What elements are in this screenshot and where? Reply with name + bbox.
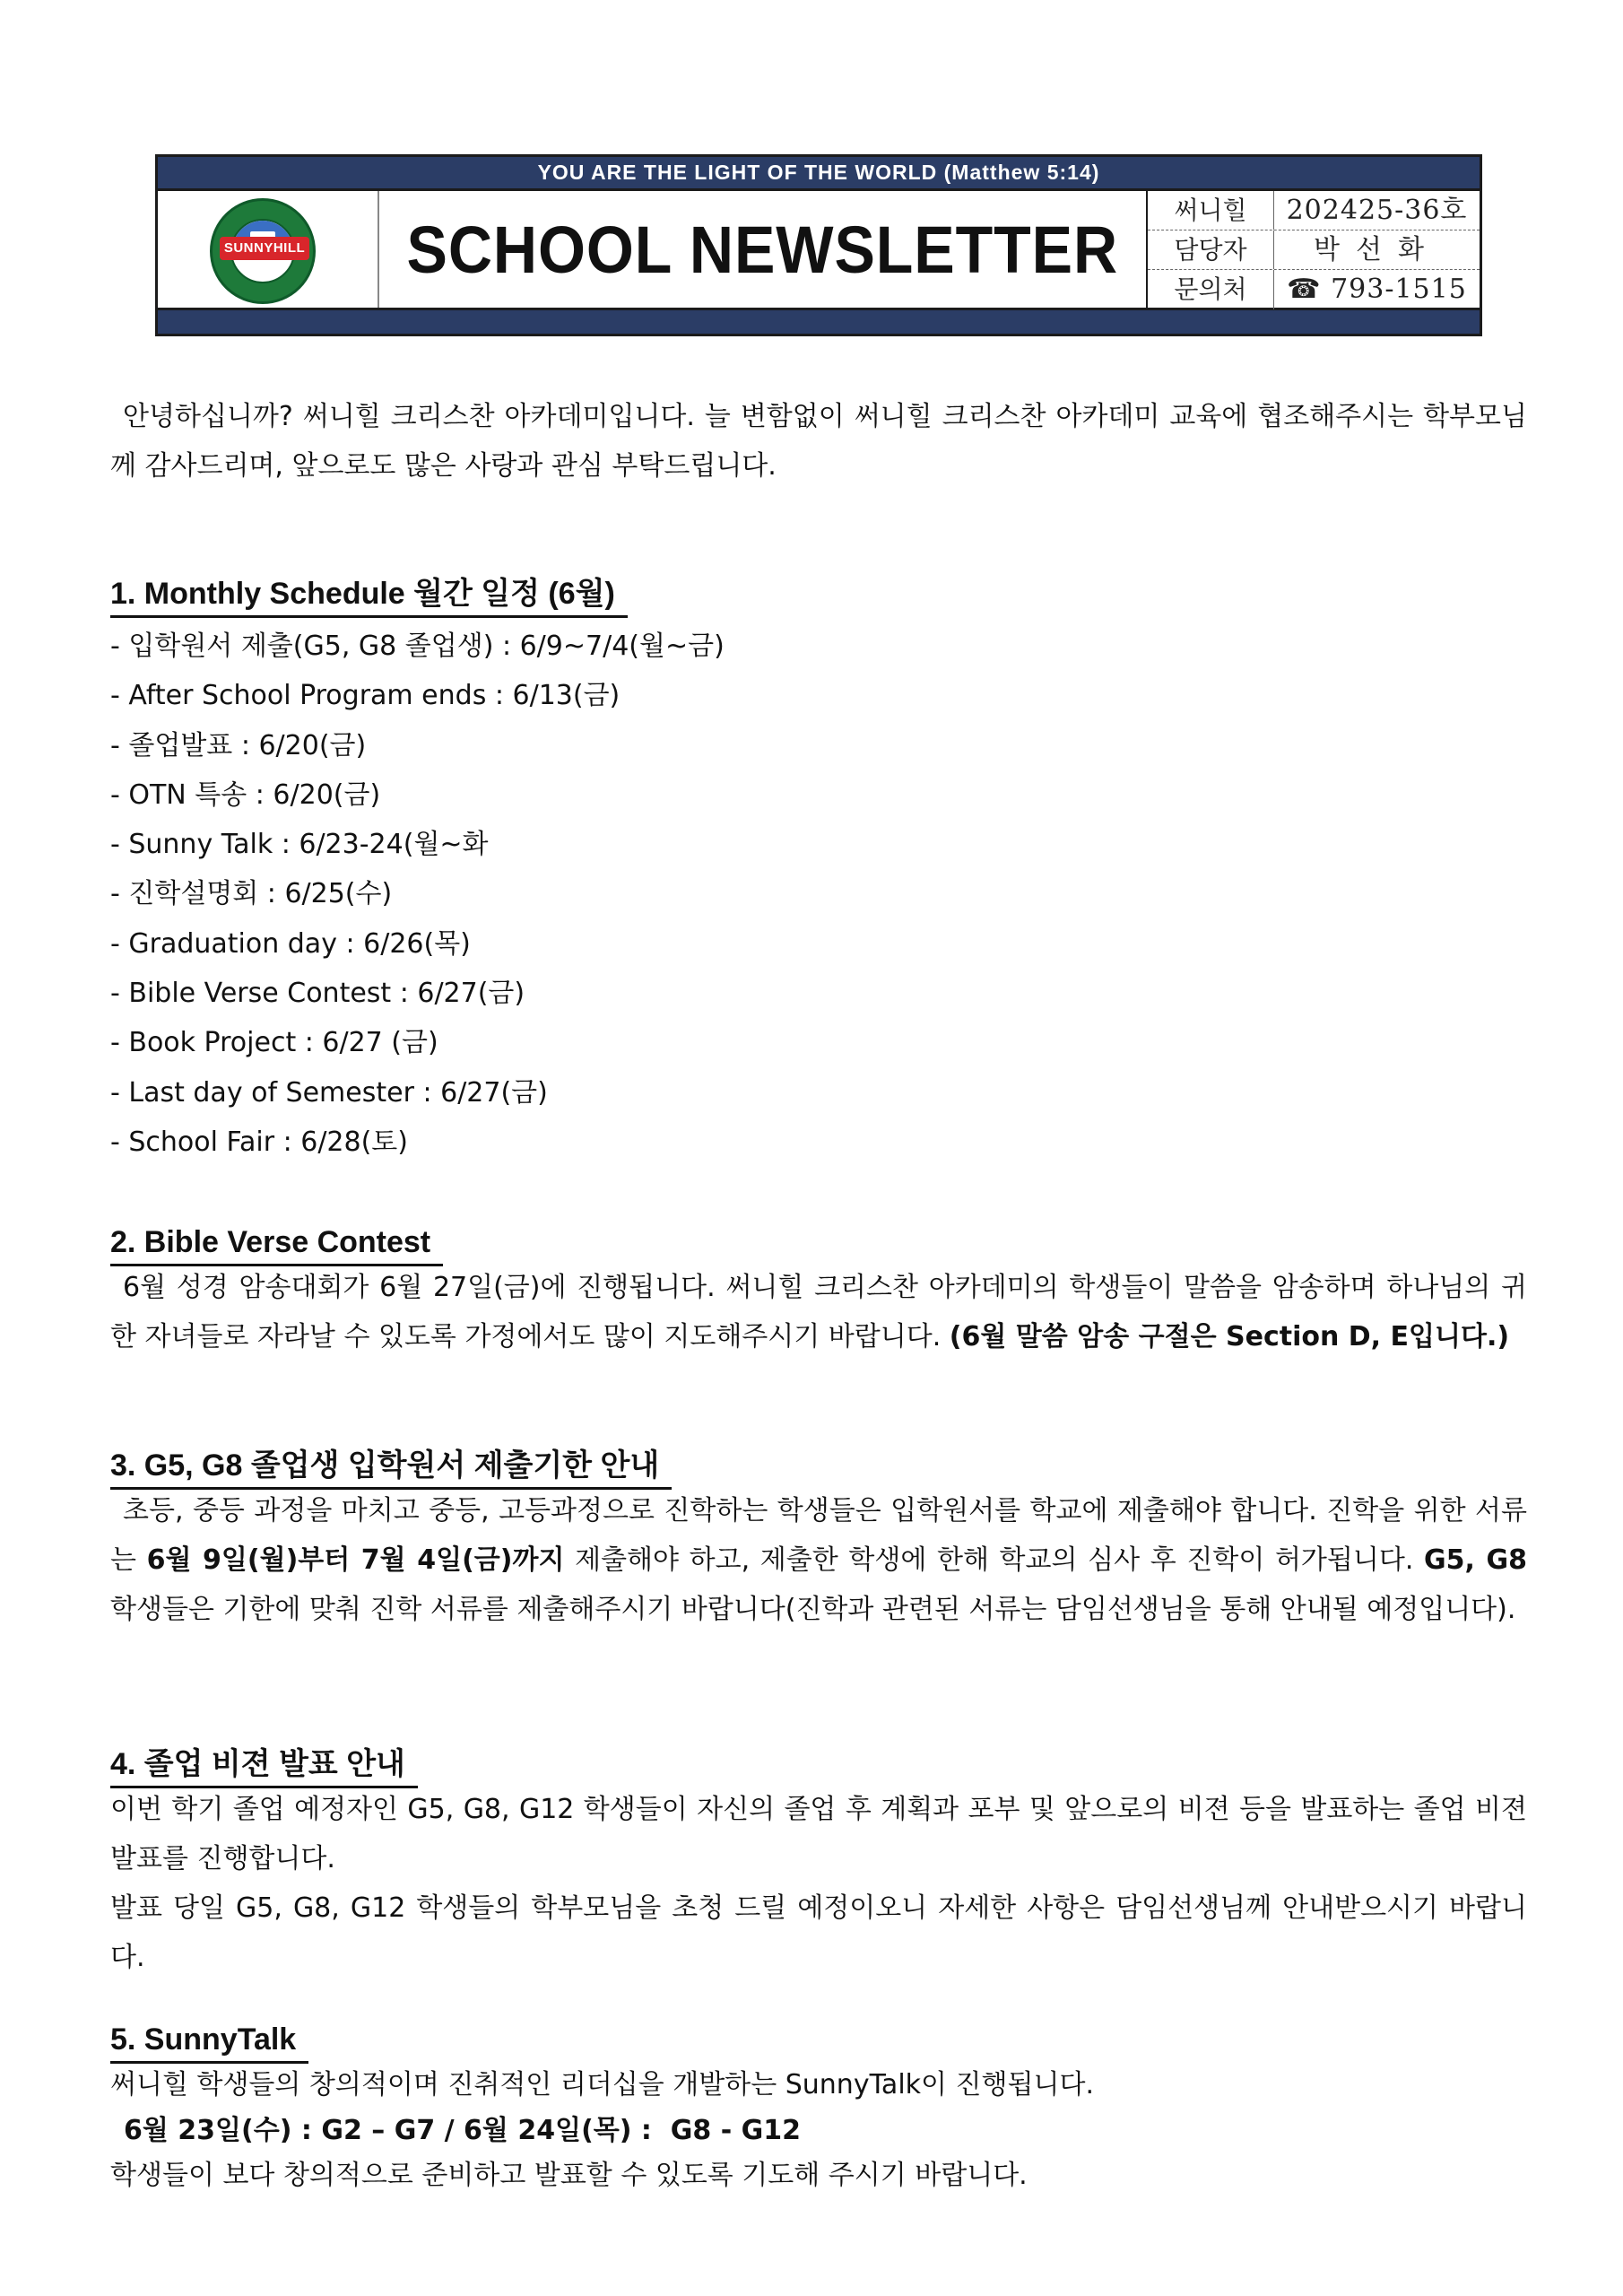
list-item: - 입학원서 제출(G5, G8 졸업생) : 6/9~7/4(월~금) — [110, 631, 725, 662]
list-item: - Last day of Semester : 6/27(금) — [110, 1076, 548, 1109]
list-item: - Book Project : 6/27 (금) — [110, 1027, 438, 1059]
intro-paragraph: 안녕하십니까? 써니힐 크리스찬 아카데미입니다. 늘 변함없이 써니힐 크리스찬 아카데미 교육에 협조해주시는 학부모님께 감사드리며, 앞으로도 많은 사랑과 관심 부탁드립니다. — [110, 401, 1527, 482]
list-item: - Sunny Talk : 6/23-24(월~화 — [110, 829, 489, 861]
admission-text-a: 초등, 중등 과정을 마치고 중등, 고등과정으로 진학하는 학생들은 입학원서를 학교에 제출해야 합니다. 진학을 위한 서류는 — [110, 1495, 1527, 1576]
logo-cell — [158, 191, 379, 308]
logo-text: SUNNYHILL — [220, 237, 309, 260]
list-item: - School Fair : 6/28(토) — [110, 1126, 408, 1158]
header-main-row — [158, 188, 1480, 310]
bible-verse-sections-note: (6월 말씀 암송 구절은 Section D, E입니다.) — [949, 1321, 1510, 1352]
schedule-list — [110, 622, 725, 1167]
section-heading-schedule: 1. Monthly Schedule 월간 일정 (6월) — [110, 572, 628, 618]
header-bottom-band — [158, 310, 1480, 334]
title-cell — [379, 191, 1146, 308]
newsletter-header — [155, 154, 1482, 336]
graduation-vision-paragraph-1: 이번 학기 졸업 예정자인 G5, G8, G12 학생들이 자신의 졸업 후 계획과 포부 및 앞으로의 비젼 등을 발표하는 졸업 비젼 발표를 진행합니다. — [110, 1794, 1527, 1874]
info-key: 담당자 — [1148, 230, 1274, 269]
list-item: - 졸업발표 : 6/20(금) — [110, 729, 367, 761]
section-heading-graduation-vision: 4. 졸업 비젼 발표 안내 — [110, 1743, 418, 1788]
graduation-vision-paragraph-2: 발표 당일 G5, G8, G12 학생들의 학부모님을 초청 드릴 예정이오니 자세한 사항은 담임선생님께 안내받으시기 바랍니다. — [110, 1892, 1527, 1973]
motto-banner: YOU ARE THE LIGHT OF THE WORLD (Matthew 5:14) — [158, 157, 1480, 188]
newsletter-title: SCHOOL NEWSLETTER — [406, 212, 1119, 287]
bible-verse-paragraph — [110, 1263, 1527, 1361]
info-row-issue — [1148, 191, 1480, 230]
sunnytalk-prayer-note: 학생들이 보다 창의적으로 준비하고 발표할 수 있도록 기도해 주시기 바랍니다. — [110, 2160, 1028, 2191]
info-row-contact-person — [1148, 230, 1480, 270]
admission-text-c: 학생들은 기한에 맞춰 진학 서류를 제출해주시기 바랍니다(진학과 관련된 서류는 담임선생님을 통해 안내될 예정입니다). — [110, 1594, 1516, 1625]
school-logo — [210, 198, 316, 304]
admission-text-b: 제출해야 하고, 제출한 학생에 한해 학교의 심사 후 진학이 허가됩니다. — [575, 1544, 1414, 1576]
list-item: - Graduation day : 6/26(목) — [110, 927, 471, 960]
admission-paragraph — [110, 1486, 1527, 1634]
issue-number: 202425-36호 — [1286, 195, 1468, 226]
list-item: - Bible Verse Contest : 6/27(금) — [110, 978, 525, 1010]
list-item: - After School Program ends : 6/13(금) — [110, 680, 621, 712]
sunnytalk-schedule: 6월 23일(수) : G2 – G7 / 6월 24일(목) : G8 - G12 — [124, 2115, 802, 2146]
contact-person: 박선화 — [1314, 234, 1440, 265]
list-item: - 진학설명회 : 6/25(수) — [110, 878, 393, 910]
section-heading-sunnytalk: 5. SunnyTalk — [110, 2018, 308, 2064]
admission-deadline: 6월 9일(월)부터 7월 4일(금)까지 — [146, 1544, 565, 1576]
phone-number: ☎ 793-1515 — [1287, 274, 1467, 305]
info-key: 써니힐 — [1148, 191, 1274, 230]
info-row-phone — [1148, 270, 1480, 309]
section-heading-bible-verse: 2. Bible Verse Contest — [110, 1221, 443, 1266]
list-item: - OTN 특송 : 6/20(금) — [110, 778, 381, 811]
bible-verse-text: 6월 성경 암송대회가 6월 27일(금)에 진행됩니다. 써니힐 크리스찬 아카데미의 학생들이 말씀을 암송하며 하나님의 귀한 자녀들로 자라날 수 있도록 가정에서도 많이 지도해주시기 바랍니다. — [110, 1272, 1527, 1352]
sunnytalk-paragraph: 써니힐 학생들의 창의적이며 진취적인 리더십을 개발하는 SunnyTalk이 진행됩니다. — [110, 2069, 1094, 2100]
admission-grades: G5, G8 — [1424, 1544, 1527, 1576]
section-heading-admission: 3. G5, G8 졸업생 입학원서 제출기한 안내 — [110, 1444, 672, 1490]
info-key: 문의처 — [1148, 270, 1274, 309]
issue-info-table — [1146, 191, 1480, 308]
